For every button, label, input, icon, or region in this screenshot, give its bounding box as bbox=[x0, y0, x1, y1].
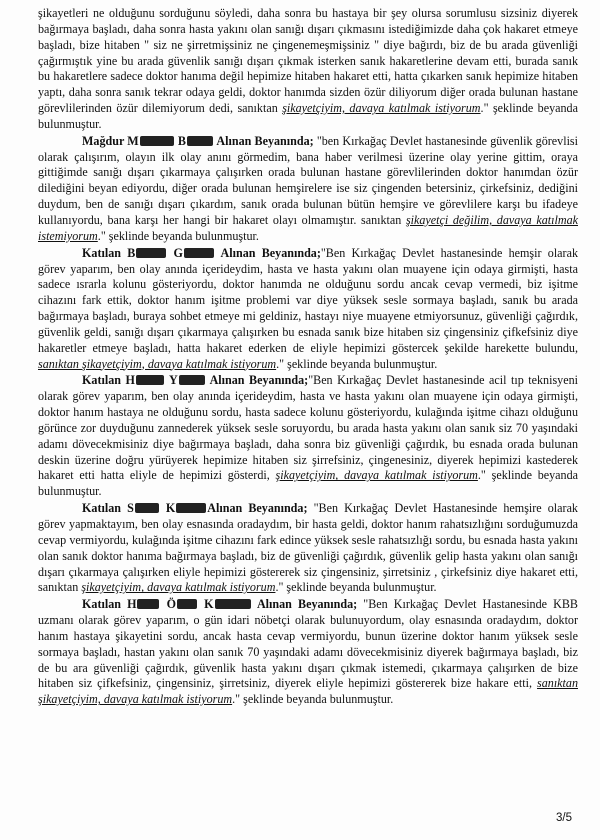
paragraph-text: ." şeklinde beyanda bulunmuştur. bbox=[276, 356, 438, 371]
statement-quote: şikayetçiyim, davaya katılmak istiyorum bbox=[282, 101, 481, 116]
speaker-label: Alınan Beyanında; bbox=[214, 245, 321, 260]
statement-quote: şikayetçiyim, davaya katılmak istiyorum bbox=[275, 468, 478, 483]
speaker-label: Alınan Beyanında; bbox=[205, 373, 309, 388]
paragraph-p1 bbox=[38, 6, 578, 133]
speaker-label: Katılan B bbox=[82, 245, 136, 260]
statement-quote: şikayetçi değilim, davaya katılmak istemiyorum bbox=[38, 212, 578, 243]
redacted-name bbox=[187, 136, 213, 146]
paragraph-text: "Ben Kırkağaç Devlet hastanesinde acil tıp teknisyeni olarak görev yaparım, ben olay anında içerideydim, hasta ve hasta yakını olan muayene için odaya girmişti, doktor hanım hastaya ne olduğunu sordu, hasta sadece kolunu gösteriyordu, kulağında işitme cihazı olduğunu görünce zor duyduğunu zannederek yüksek sesle soruyordu, bu arada hasta yakını olan sanık siz 70 yaşındaki adamı dövecekmisiniz diye bağırmaya başladı, daha sonra biz güvenliği çağırdık, bu esnada orada bulunan deskin üzerine doğru yürüyerek hepimize hitaben siz şirrefsiniz, çingenesiniz, diyerek hepimizi kastederek hakaret etti hatta eliyle de hepimizi gösterdi, bbox=[38, 373, 578, 483]
paragraph-text: "Ben Kırkağaç Devlet Hastanesinde hemşire olarak görev yapmaktayım, ben olay esnasında oradaydım, bir hasta geldi, doktor hanım rahatsızlığını sorduğumuzda cevap vermiyordu, kulağında işitme cihazını fark edince yüksek sesle rahatsızlığı sordu, bu esnada hasta yakını olan sanık doktor hanıma bağırmaya başladı, biz de güvenliği çağırdık, güvenlik gelip hasta yakını olan sanığı dışarı çıkarmaya çalışırken eliyle hepimizi göstererek siz çingensiniz, şirretsiniz , çirkefsiniz diye hakaret etti, sanıktan bbox=[38, 501, 578, 595]
paragraph-text: "ben Kırkağaç Devlet hastanesinde güvenlik görevlisi olarak çalışırım, olayın ilk olay anını görmedim, bana haber verilmesi üzerine olay yerine gittim, oraya gittiğimde sanığı dışarı çıkarmaya çalışırken orada bulunan hastane görevlilerinden doktor hanımdan özür dilediğini beyan ediyordu, diğer orada bulunan hemşirelere ise siz çingenden betersiniz, çirkefsiniz, dediğini duydum, ben de sanığı dışarı çıkardım, sanık orada bulunan bütün hemşire ve görevlilere karşı bu ifadeye kullanıyordu, bana karşı her hangi bir hakaret olayı olmamıştır. sanıktan bbox=[38, 133, 578, 227]
speaker-label: B bbox=[174, 133, 186, 148]
speaker-label: Alınan Beyanında; bbox=[207, 501, 308, 516]
speaker-label: Katılan H bbox=[82, 373, 135, 388]
paragraph-text: ." şeklinde beyanda bulunmuştur. bbox=[38, 468, 579, 499]
page-number: 3/5 bbox=[556, 812, 572, 824]
paragraph-p6 bbox=[38, 597, 578, 708]
speaker-label: Alınan Beyanında; bbox=[251, 597, 358, 612]
speaker-label: K bbox=[159, 501, 176, 516]
redacted-name bbox=[176, 503, 206, 513]
redacted-name bbox=[179, 375, 205, 385]
paragraph-p5 bbox=[38, 501, 578, 596]
paragraph-text: ." şeklinde beyanda bulunmuştur. bbox=[232, 692, 394, 707]
paragraph-p4 bbox=[38, 373, 578, 500]
speaker-label: K bbox=[198, 597, 214, 612]
paragraph-text: şikayetleri ne olduğunu sorduğunu söyledi, daha sonra bu hastaya bir şey olursa sorumlusu sizsiniz diyerek bağırmaya başladı, daha sonra hasta yakını olan sanığı dışarı çıkmasını istediğimizde daha çok hakaret etmeye başladı, bize hitaben " siz ne şirretmişsiniz ne çingenemeşmişsiniz " diye bağırdı, biz de bu arada güvenliği çağırmıştık yine bu arada güvenlik sanığı dışarı çıkmak isterken sanık hakaretlerine devam etti, burada sanık bu hakaretlere sadece doktor hanıma değil hepimize hitaben hakaret etti, hatta çıkarken sanık hepimize hitaben yaptı, daha sonra sanık tekrar odaya geldi, doktor hanımda sizden özür diliyorum diğer orada bulunan hastane görevlilerinden özür dilemiyorum dedi, sanıktan bbox=[38, 6, 578, 116]
paragraph-text: "Ben Kırkağaç Devlet hastanesinde hemşir olarak görev yaparım, ben olay anında içerideydim, hasta ve hasta yakını olan muayene için odaya girmişti, hasta sadece ısrarla kolunu gösteriyordu, doktor hanımda ne olduğunu sordu ancak cevap vermedi, biz işitme cihazını fark ettik, doktor hanım işitme problemi var diye yüksek sesle sormaya başladı, sanık bu arada bağırmaya başladı, buraya sohbet etmeye mi geldiniz, hastayı niye muayene etmiyorsunuz, güvenliği çağırdık, güvenlik geldi, sanığı dışarı çıkarmaya çalışırken bu esnada sanık bize hitaben siz çingensiniz çifkefsiniz diye hakaretler etmeye başladı, hatta hakaret ederken de eliyle hepimizi göstercek şekilde harekette bulundu, bbox=[38, 245, 578, 355]
paragraph-text: ." şeklinde beyanda bulunmuştur. bbox=[38, 101, 578, 131]
speaker-label: Katılan H bbox=[82, 597, 137, 612]
statement-quote: sanıktan şikayetçiyim, davaya katılmak istiyorum bbox=[38, 676, 578, 707]
redacted-name bbox=[136, 375, 164, 385]
redacted-name bbox=[184, 248, 214, 258]
paragraph-text: ." şeklinde beyanda bulunmuştur. bbox=[275, 580, 437, 595]
redacted-name bbox=[215, 599, 251, 609]
paragraph-p2 bbox=[38, 134, 578, 245]
redacted-name bbox=[136, 248, 166, 258]
paragraph-text: "Ben Kırkağaç Devlet Hastanesinde KBB uzmanı olarak görev yaparım, o gün idari nöbetçi olarak bulunuyordum, olay esnasında oradaydım, doktor hanım hastaya şikayetini sordu, ancak hasta cevap vermiyordu, bunun üzerine doktor hanım yüksek sesle sormaya başladı, hastan yakını olan sanık 70 yaşındaki adamı dövecekmisiniz diyerek bağırmaya başladı, biz de bu ara güvenliği çağırdık, güvenlik hasta yakını dışarı çıkmak istemedi, çıkarmaya çalışırken de bize hitaben siz çifkefsiniz, çingensiniz, şirretsiniz, diyerek eliyle hepimizi göstererek bize hakare etti, bbox=[38, 597, 578, 691]
redacted-name bbox=[135, 503, 159, 513]
paragraph-text: ." şeklinde beyanda bulunmuştur. bbox=[97, 228, 259, 243]
speaker-label: G bbox=[167, 245, 183, 260]
document-body bbox=[38, 6, 578, 709]
statement-quote: şikayetçiyim, davaya katılmak istiyorum bbox=[81, 580, 276, 595]
statement-quote: sanıktan şikayetçiyim, davaya katılmak istiyorum bbox=[38, 356, 277, 371]
speaker-label: Katılan S bbox=[82, 501, 134, 516]
redacted-name bbox=[137, 599, 159, 609]
speaker-label: Ö bbox=[160, 597, 176, 612]
redacted-name bbox=[140, 136, 174, 146]
paragraph-p3 bbox=[38, 246, 578, 373]
redacted-name bbox=[177, 599, 197, 609]
speaker-label: Mağdur M bbox=[82, 133, 139, 148]
speaker-label: Alınan Beyanında; bbox=[213, 133, 314, 148]
speaker-label: Y bbox=[164, 373, 178, 388]
